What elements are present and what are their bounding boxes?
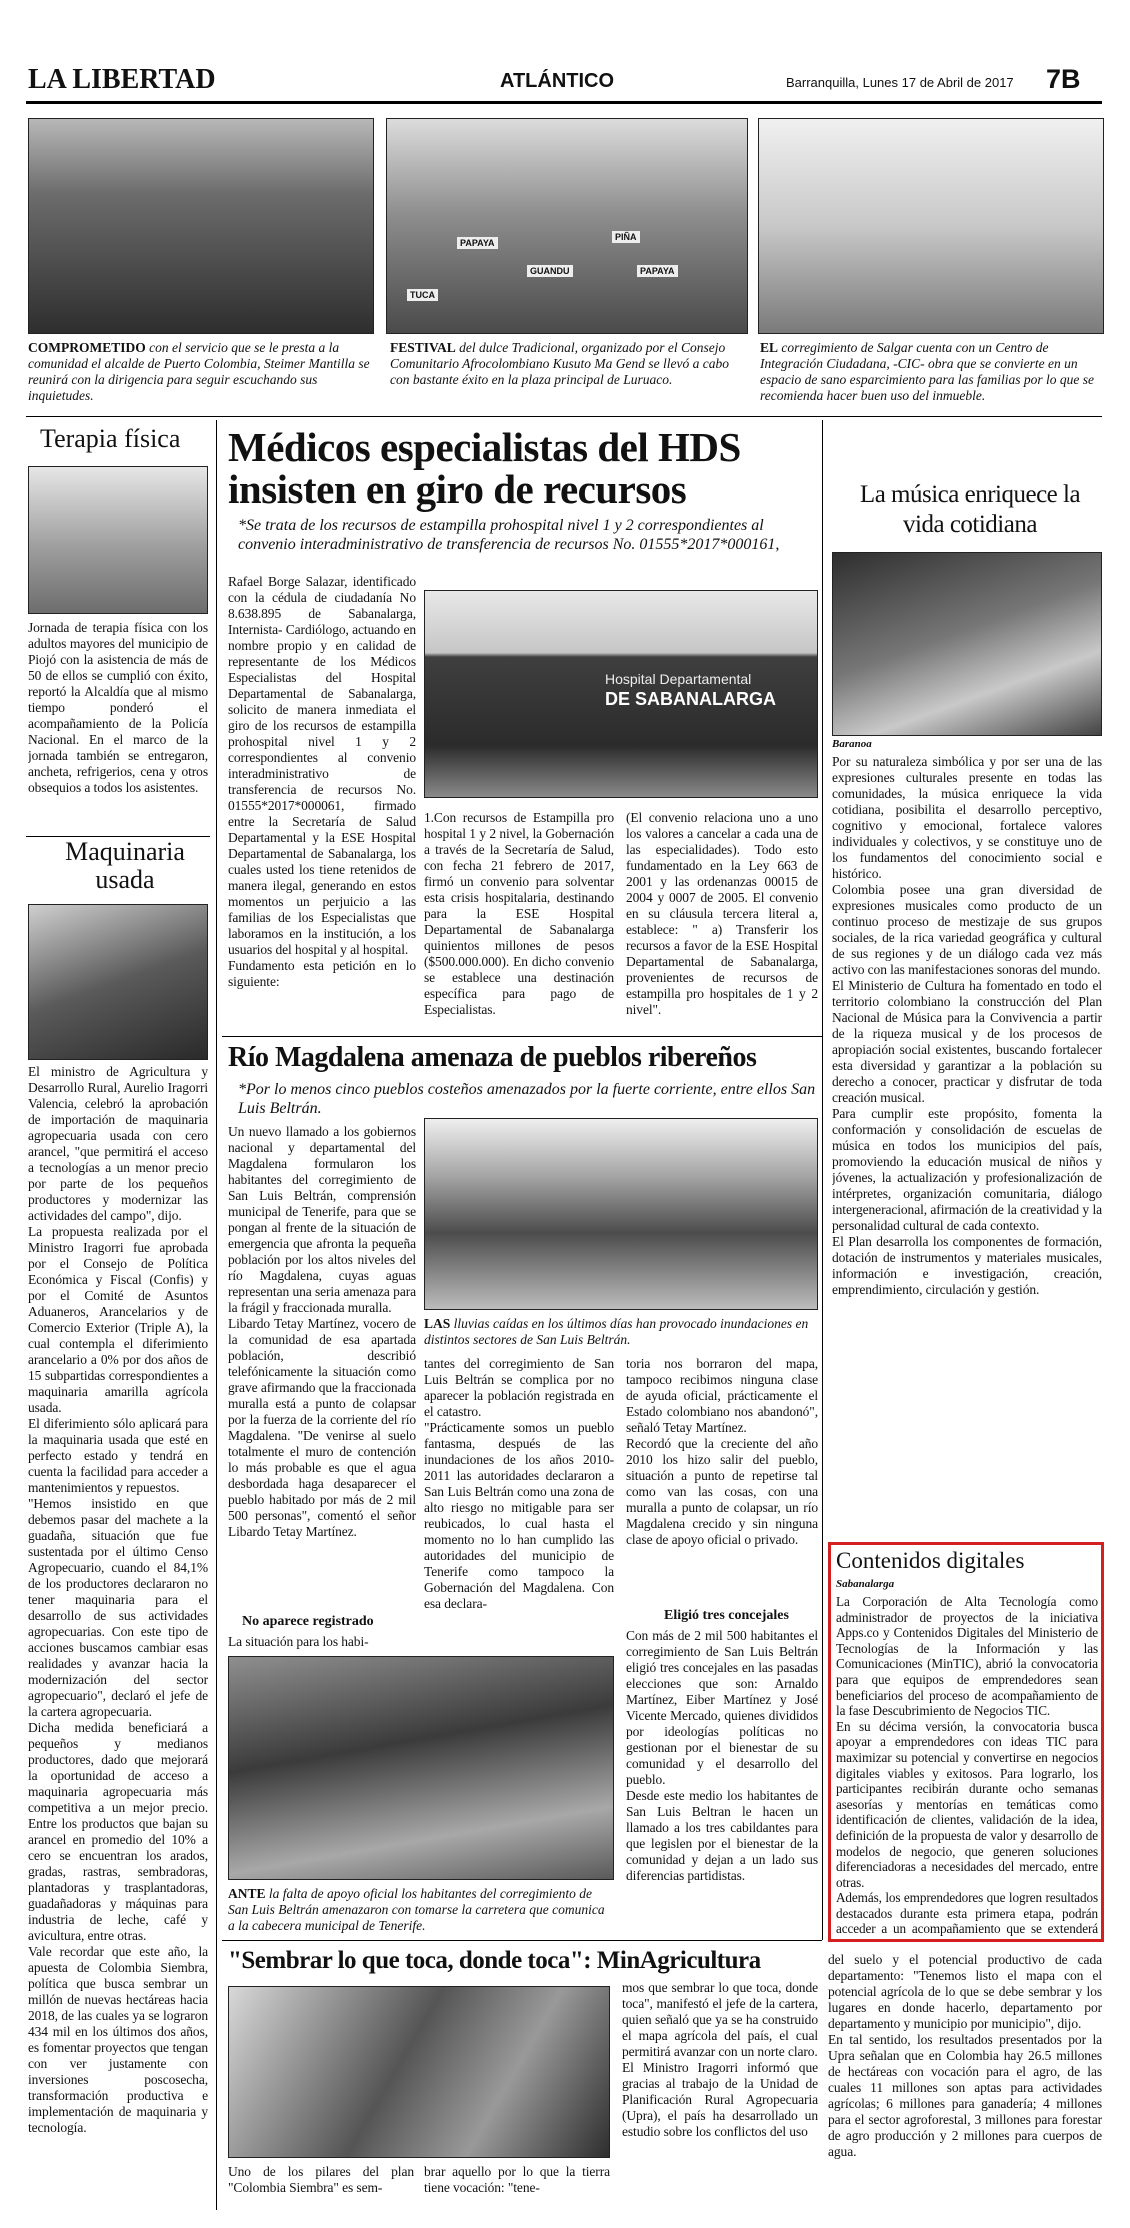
festival-sign: GUANDU — [527, 265, 573, 277]
contenidos-body: La Corporación de Alta Tecnología como administrador de proyectos de la iniciativa Apps.co y Contenidos Digitales del Ministerio de Tecnologías de la Información y las Comunicaciones (MinTIC), abrió la convocatoria para que equipos de emprendedores sean beneficiarios del proceso de acompañamiento de la fase Descubrimiento de Negocios TIC. En su décima versión, la convocatoria busca apoyar a emprendedores con ideas TIC para maximizar su potencial y convertirse en negocios digitales viables y exitosos. Para lograrlo, los participantes recibirán durante ocho semanas asesorías y mentorías en temáticas como identificación de clientes, validación de la idea, definición de la propuesta de valor y desarrollo de modelos de negocio, que generen soluciones diferenciadoras a necesidades del mercado, entre otras. Además, los emprendedores que logren resultados destacados durante esta primera etapa, podrán acceder a un acompañamiento que se extenderá — [836, 1594, 1098, 1937]
festival-sign: PAPAYA — [457, 237, 498, 249]
breves-label: BREVES — [935, 437, 1047, 467]
masthead-section: ATLÁNTICO — [500, 70, 615, 92]
hds-body-col1: Rafael Borge Salazar, identificado con la cédula de ciudadanía No 8.638.895 de Sabanalarga, Internista- Cardiólogo, actuando en nombre propio y en calidad de representante de los Médicos Especialistas del Hospital Departamental de Sabanalarga, solicito de manera inmediata el giro de los recursos de estampilla prohospital nivel 1 y 2 correspondientes al convenio interadministrativo de transferencia de recursos No. 01555*2017*000061, firmado entre la Secretaría de Salud Departamental y la ESE Hospital Departamental de Sabanalarga, los cuales usted los tiene retenidos de manera ilegal, generando en estos momentos un perjuicio a las familias de los Especialistas que laboramos en la institución, a los usuarios del hospital y al hospital. Fundamento esta petición en lo siguiente: — [228, 574, 416, 989]
masthead-paper-name: LA LIBERTAD — [28, 64, 216, 95]
rio-subtitle-registro: No aparece registrado — [242, 1614, 374, 1629]
breves-music-photo — [832, 552, 1102, 736]
hds-hospital-photo — [424, 590, 818, 798]
breves-photo-credit: Baranoa — [832, 738, 872, 750]
section-divider — [222, 1036, 822, 1037]
column-divider — [822, 420, 823, 1940]
rio-subtitle-concejales: Eligió tres concejales — [664, 1608, 789, 1623]
terapia-photo — [28, 466, 208, 614]
breves-headline: La música enriquece la vida cotidiana — [859, 481, 1081, 538]
sembrar-body-col3: mos que sembrar lo que toca, donde toca", manifestó el jefe de la cartera, quien señaló que ya se ha construido el mapa agrícola del país, el cual permitirá avanzar con un norte claro. El Ministro Iragorri informó que gracias al trabajo de la Unidad de Planificación Rural Agropecuaria (Upra), el país ha desarrollado un estudio sobre los conflictos del uso — [622, 1980, 818, 2139]
rio-caption-2 — [228, 1886, 614, 1936]
hds-body-col2: 1.Con recursos de Estampilla pro hospital 1 y 2 nivel, la Gobernación a través de la Secretaría de Salud, con fecha 21 febrero de 2017, firmó un convenio para solventar esta crisis hospitalaria, destinando para la ESE Hospital Departamental de Sabanalarga quinientos millones de pesos ($500.000.000). En dicho convenio se establece una destinación específica para pago de Especialistas. — [424, 810, 614, 1017]
caption-lead: LAS — [424, 1316, 451, 1331]
sembrar-body-col2: brar aquello por lo que la tierra tiene vocación: "tene- — [424, 2164, 610, 2195]
caption-text: corregimiento de Salgar cuenta con un Centro de Integración Ciudadana, -CIC- obra que se convierte en un espacio de sano esparcimiento para las familias por lo que se recomienda hacer buen uso del inmueble. — [760, 340, 1094, 403]
top-photo-puerto-colombia — [28, 118, 374, 334]
masthead-rule — [26, 101, 1102, 104]
contenidos-title: Contenidos digitales — [836, 1548, 1025, 1573]
hds-body-col3: (El convenio relaciona uno a uno los valores a cancelar a cada una de las especialidades). Todo esto fundamentado en la Ley 663 de 2001 y las ordenanzas 00015 de 2004 y 0007 de 2005. El convenio en su cláusula tercera literal a, establece: " a) Transferir los recursos a favor de la ESE Hospital Departamental de Sabanalarga, provenientes de recursos de estampilla pro hospitales de 1 y 2 nivel". — [626, 810, 818, 1017]
caption-lead: ANTE — [228, 1886, 266, 1901]
column-divider — [216, 420, 217, 2210]
rio-headline: Río Magdalena amenaza de pueblos ribereños — [228, 1042, 757, 1073]
festival-sign: TUCA — [407, 289, 438, 301]
rio-caption-1 — [424, 1316, 818, 1350]
breves-body: Por su naturaleza simbólica y por ser una de las expresiones culturales presente en todas las comunidades, la música enriquece la vida cotidiana, posibilita el desarrollo perceptivo, cognitivo y emocional, fortalece valores individuales y colectivos, y se constituye uno de los fundamentos del conocimiento social e histórico. Colombia posee una gran diversidad de expresiones musicales como producto de un continuo proceso de mestizaje de sus grupos sociales, de la rica variedad geográfica y cultural de sus regiones y de un diálogo cada vez más activo con las manifestaciones sonoras del mundo. El Ministerio de Cultura ha fomentado en todo el territorio colombiano la construcción del Plan Nacional de Música para la Convivencia a partir de la riqueza musical y de los procesos de apropiación social existentes, buscando fortalecer esta diversidad y garantizar a la población su derecho a conocer, practicar y disfrutar de toda creación musical. Para cumplir este propósito, fomenta la conformación y consolidación de escuelas de música en todos los municipios del país, promoviendo la educación musical de niños y jóvenes, la actualización y profesionalización de intérpretes, organización comunitaria, diálogo intergeneracional, afirmación de la creatividad y la personalidad cultural de cada contexto. El Plan desarrolla los componentes de formación, dotación de instrumentos y materiales musicales, información e investigación, creación, emprendimiento, circulación y gestión. — [832, 754, 1102, 1297]
maquinaria-body: El ministro de Agricultura y Desarrollo Rural, Aurelio Iragorri Valencia, celebró la aprobación de importación de maquinaria agropecuaria usada con cero arancel, "que permitirá el acceso a tecnologías a un menor precio por parte de los pequeños productores y modernizar las actividades del campo", dijo. La propuesta realizada por el Ministro Iragorri fue aprobada por el Consejo de Política Económica y Fiscal (Confis) y por el Comité de Asuntos Aduaneros, Arancelarios y de Comercio Exterior (Triple A), la cual contempla el diferimiento arancelario a 0% por dos años de 15 subpartidas correspondientes a maquinaria amarilla agrícola usada. El diferimiento sólo aplicará para la maquinaria usada que esté en perfecto estado y tendrá en cuenta la facilidad para acceder a mantenimientos y repuestos. "Hemos insistido en que debemos pasar del machete a la guadaña, situación que fue sustentada por el último Censo Agropecuario, cuando el 84,1% de los productores declararon no tener maquinaria para el desarrollo de sus actividades agropecuarias. Con este tipo de acciones buscamos cambiar esas realidades y avanzar hacia la modernización del sector agropecuario", declaró el jefe de la cartera agropecuaria. Dicha medida beneficiará a pequeños y medianos productores, dado que mejorará la oportunidad de acceso a maquinaria agropecuaria más competitiva a un mejor precio. Entre los productos que bajan su arancel en promedio del 10% a cero se encuentran los arados, gradas, rastras, sembradoras, plantadoras y trasplantadoras, guadañadoras y máquinas para industria de leche, café y avicultura, entre otras. Vale recordar que este año, la apuesta de Colombia Siembra, política que busca sembrar un millón de nuevas hectáreas hacia 2018, de las cuales ya se lograron 434 mil en los últimos dos años, es fomentar proyectos que tengan con ver justamente con inversiones poscosecha, transformación productiva e implementación de maquinaria y tecnología. — [28, 1064, 208, 2135]
terapia-title: Terapia física — [40, 424, 181, 453]
section-divider — [222, 1940, 822, 1941]
masthead-page-number: 7B — [1046, 64, 1081, 94]
sembrar-body-col1: Uno de los pilares del plan "Colombia Siembra" es sem- — [228, 2164, 414, 2195]
caption-text: con el servicio que se le presta a la comunidad el alcalde de Puerto Colombia, Steimer Mantilla se reunirá con la dirigencia para seguir escuchando sus inquietudes. — [28, 340, 370, 403]
rio-body-col1: Un nuevo llamado a los gobiernos nacional y departamental del Magdalena formularon los habitantes del corregimiento de San Luis Beltrán, comprensión municipal de Tenerife, para que se pongan al frente de la situación de emergencia que afronta la pequeña población por los altos niveles del río Magdalena, cuyas aguas representan una seria amenaza para la frágil y fraccionada muralla. Libardo Tetay Martínez, vocero de la comunidad de esa apartada población, describió telefónicamente la situación como grave afirmando que la fraccionada muralla está a punto de colapsar por la fuerza de la corriente del río Magdalena. "De venirse al suelo totalmente el muro de contención lo más probable es que el agua desbordada haga desaparecer el pueblo habitado por más de 2 mil 500 personas", comentó el señor Libardo Tetay Martínez. — [228, 1124, 416, 1539]
caption-text: lluvias caídas en los últimos días han provocado inundaciones en distintos sectores de San Luis Beltrán. — [424, 1316, 809, 1347]
hospital-sign-top: Hospital Departamental — [605, 671, 752, 687]
hospital-sign-bottom: DE SABANALARGA — [605, 689, 776, 709]
hds-subhead: *Se trata de los recursos de estampilla prohospital nivel 1 y 2 correspondientes al convenio interadministrativo de transferencia de recursos No. 01555*2017*000161, — [238, 517, 780, 553]
masthead-dateline: Barranquilla, Lunes 17 de Abril de 2017 — [786, 75, 1014, 90]
top-caption-2 — [390, 340, 746, 406]
top-caption-3 — [760, 340, 1104, 406]
caption-lead: COMPROMETIDO — [28, 340, 146, 355]
caption-text: la falta de apoyo oficial los habitantes del corregimiento de San Luis Beltrán amenazaron con tomarse la carretera que comunica a la cabecera municipal de Tenerife. — [228, 1886, 605, 1933]
contenidos-place: Sabanalarga — [836, 1578, 895, 1590]
top-caption-1 — [28, 340, 374, 406]
caption-lead: EL — [760, 340, 779, 355]
section-divider — [26, 416, 1102, 417]
maquinaria-title: Maquinaria usada — [65, 837, 185, 894]
rio-body-col3a: toria nos borraron del mapa, tampoco recibimos ninguna clase de ayuda oficial, prácticamente el Estado colombiano nos abandonó", señaló Tetay Martínez. Recordó que la creciente del año 2010 los hizo salir del pueblo, situación a punto de repetirse tal como van las cosas, con una muralla a punto de colapsar, un río Magdalena crecido y sin ninguna clase de apoyo oficial o privado. — [626, 1356, 818, 1547]
rio-body-col1b: La situación para los habi- — [228, 1634, 369, 1649]
sembrar-headline: "Sembrar lo que toca, donde toca": MinAgricultura — [228, 1947, 761, 1974]
terapia-body: Jornada de terapia física con los adultos mayores del municipio de Piojó con la asistencia de más de 50 de ellos se cumplió con éxito, reportó la Alcaldía que al mismo tiempo ponderó el acompañamiento de la Policía Nacional. En el marco de la jornada también se entregaron, ancheta, refrigerios, cena y otros obsequios a todos los asistentes. — [28, 620, 208, 795]
top-photo-festival — [386, 118, 748, 334]
caption-text: del dulce Tradicional, organizado por el Consejo Comunitario Afrocolombiano Kusuto Ma Gend se llevó a cabo con bastante éxito en la plaza principal de Luruaco. — [390, 340, 729, 387]
rio-road-photo — [228, 1656, 614, 1880]
festival-sign: PAPAYA — [637, 265, 678, 277]
rio-flood-photo — [424, 1118, 818, 1310]
caption-lead: FESTIVAL — [390, 340, 456, 355]
sembrar-produce-photo — [228, 1986, 610, 2158]
top-photo-salgar-cic — [758, 118, 1104, 334]
rio-body-col2: tantes del corregimiento de San Luis Beltrán se complica por no aparecer la población registrada en el catastro. "Prácticamente somos un pueblo fantasma, después de las inundaciones de los años 2010-2011 las autoridades declararon a San Luis Beltrán como una zona de alto riesgo no mitigable para ser reubicados, lo cual hasta el momento no lo han cumplido las autoridades del municipio de Tenerife como tampoco la Gobernación del Magdalena. Con esa declara- — [424, 1356, 614, 1611]
rio-subhead: *Por lo menos cinco pueblos costeños amenazados por la fuerte corriente, entre ellos San Luis Beltrán. — [238, 1081, 816, 1117]
hds-headline: Médicos especialistas del HDS insisten en giro de recursos — [228, 424, 741, 512]
maquinaria-photo — [28, 904, 208, 1060]
rio-body-col3b: Con más de 2 mil 500 habitantes el corregimiento de San Luis Beltrán eligió tres concejales en las pasadas elecciones que son: Arnaldo Martínez, Eiber Martínez y José Vicente Mercado, quienes divididos por ideologías políticas no gestionan por el bienestar de su comunidad y el desarrollo del pueblo. Desde este medio los habitantes de San Luis Beltran le hacen un llamado a los tres cabildantes para que legislen por el bienestar de la comunidad y dejan a un lado sus diferencias partidistas. — [626, 1628, 818, 1883]
festival-sign: PIÑA — [612, 231, 640, 243]
sembrar-body-col4: del suelo y el potencial productivo de cada departamento: "Tenemos listo el mapa con el potencial agrícola de lo que se debe sembrar y los lugares en donde hacerlo, departamento por departamento y municipio por municipio", dijo. En tal sentido, los resultados presentados por la Upra señalan que en Colombia hay 26.5 millones de hectáreas con vocación para el agro, de las cuales 11 millones son aptas para actividades agrícolas; 6 millones para ganadería; 4 millones para el sector agroforestal, 3 millones para forestar de agro producción y 2 millones para cuerpos de agua. — [828, 1952, 1102, 2159]
